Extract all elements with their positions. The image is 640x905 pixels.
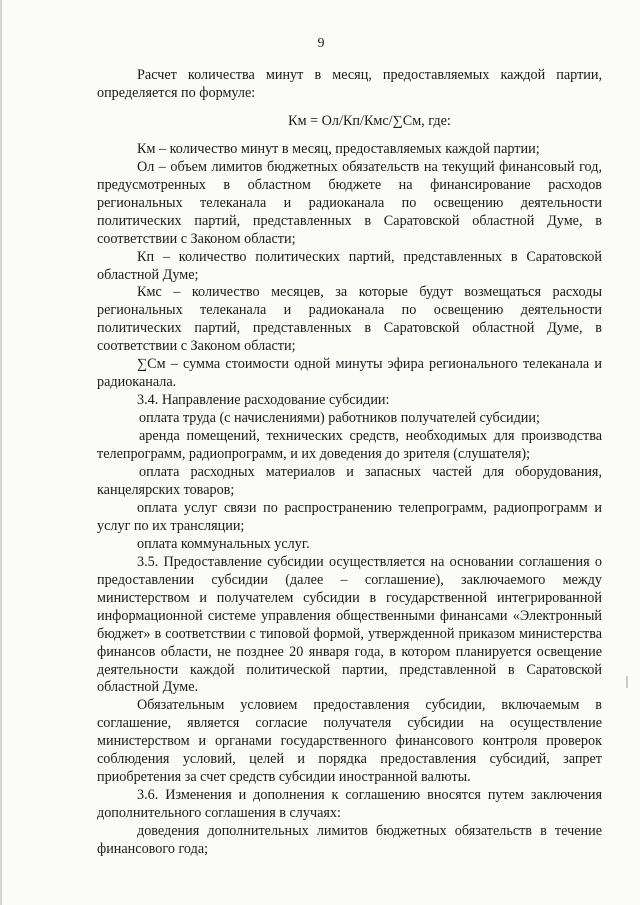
- page-number: 9: [317, 36, 325, 51]
- formula: Км = Ол/Кп/Кмс/∑См, где:: [288, 112, 451, 129]
- list-item-additional-limits: доведения дополнительных лимитов бюджетных обязательств в течение финансового года;: [97, 823, 602, 858]
- list-item-materials: оплата расходных материалов и запасных частей для оборудования, канцелярских товаров;: [97, 464, 602, 498]
- list-item-rent: аренда помещений, технических средств, необходимых для производства телепрограмм, радиопрограмм, и их доведения до зрителя (слушателя);: [97, 428, 602, 463]
- paragraph-km-definition: Км – количество минут в месяц, предоставляемых каждой партии;: [137, 140, 540, 157]
- scan-mark: [626, 676, 628, 688]
- section-3-5-paragraph: 3.5. Предоставление субсидии осуществляется на основании соглашения о предоставлении субсидии (далее – соглашение), заключаемого между министерством и получателем субсидии в государственной интегрированной информационной системе управления общественными финансами «Электронный бюджет» в соответствии с типовой формой, утвержденной приказом министерства финансов области, не позднее 20 января года, в котором планируется освещение деятельности каждой политической партии, представленной в Саратовской областной Думе.: [97, 553, 602, 696]
- section-3-6-paragraph: 3.6. Изменения и дополнения к соглашению вносятся путем заключения дополнительного соглашения в случаях:: [97, 787, 602, 822]
- paragraph-kms-definition: Кмс – количество месяцев, за которые будут возмещаться расходы региональных телеканала и радиоканала по освещению деятельности политических партий, представленных в Саратовской областной Думе, в соответствии с Законом области;: [97, 284, 602, 355]
- section-3-4-heading: 3.4. Направление расходование субсидии:: [137, 392, 390, 409]
- list-item-utilities: оплата коммунальных услуг.: [137, 535, 310, 552]
- paragraph-ol-definition: Ол – объем лимитов бюджетных обязательств на текущий финансовый год, предусмотренных в областном бюджете на финансирование расходов региональных телеканала и радиоканала по освещению деятельности политических партий, представленных в Саратовской областной Думе, в соответствии с Законом области;: [97, 158, 602, 247]
- paragraph-kp-definition: Кп – количество политических партий, представленных в Саратовской областной Думе;: [97, 248, 602, 283]
- document-body: [97, 67, 602, 859]
- paragraph-sm-definition: ∑См – сумма стоимости одной минуты эфира регионального телеканала и радиоканала.: [97, 356, 602, 391]
- paragraph-formula-intro: Расчет количества минут в месяц, предоставляемых каждой партии, определяется по формуле:: [97, 67, 602, 101]
- paragraph-mandatory-condition: Обязательным условием предоставления субсидии, включаемым в соглашение, является согласие получателя субсидии на осуществление министерством и органами государственного финансового контроля проверок соблюдения условий, целей и порядка предоставления субсидий, запрет приобретения за счет средств субсидии иностранной валюты.: [97, 697, 602, 786]
- list-item-communication: оплата услуг связи по распространению телепрограмм, радиопрограмм и услуг по их трансляции;: [97, 499, 602, 534]
- list-item-labor: оплата труда (с начислениями) работников получателей субсидии;: [139, 410, 540, 427]
